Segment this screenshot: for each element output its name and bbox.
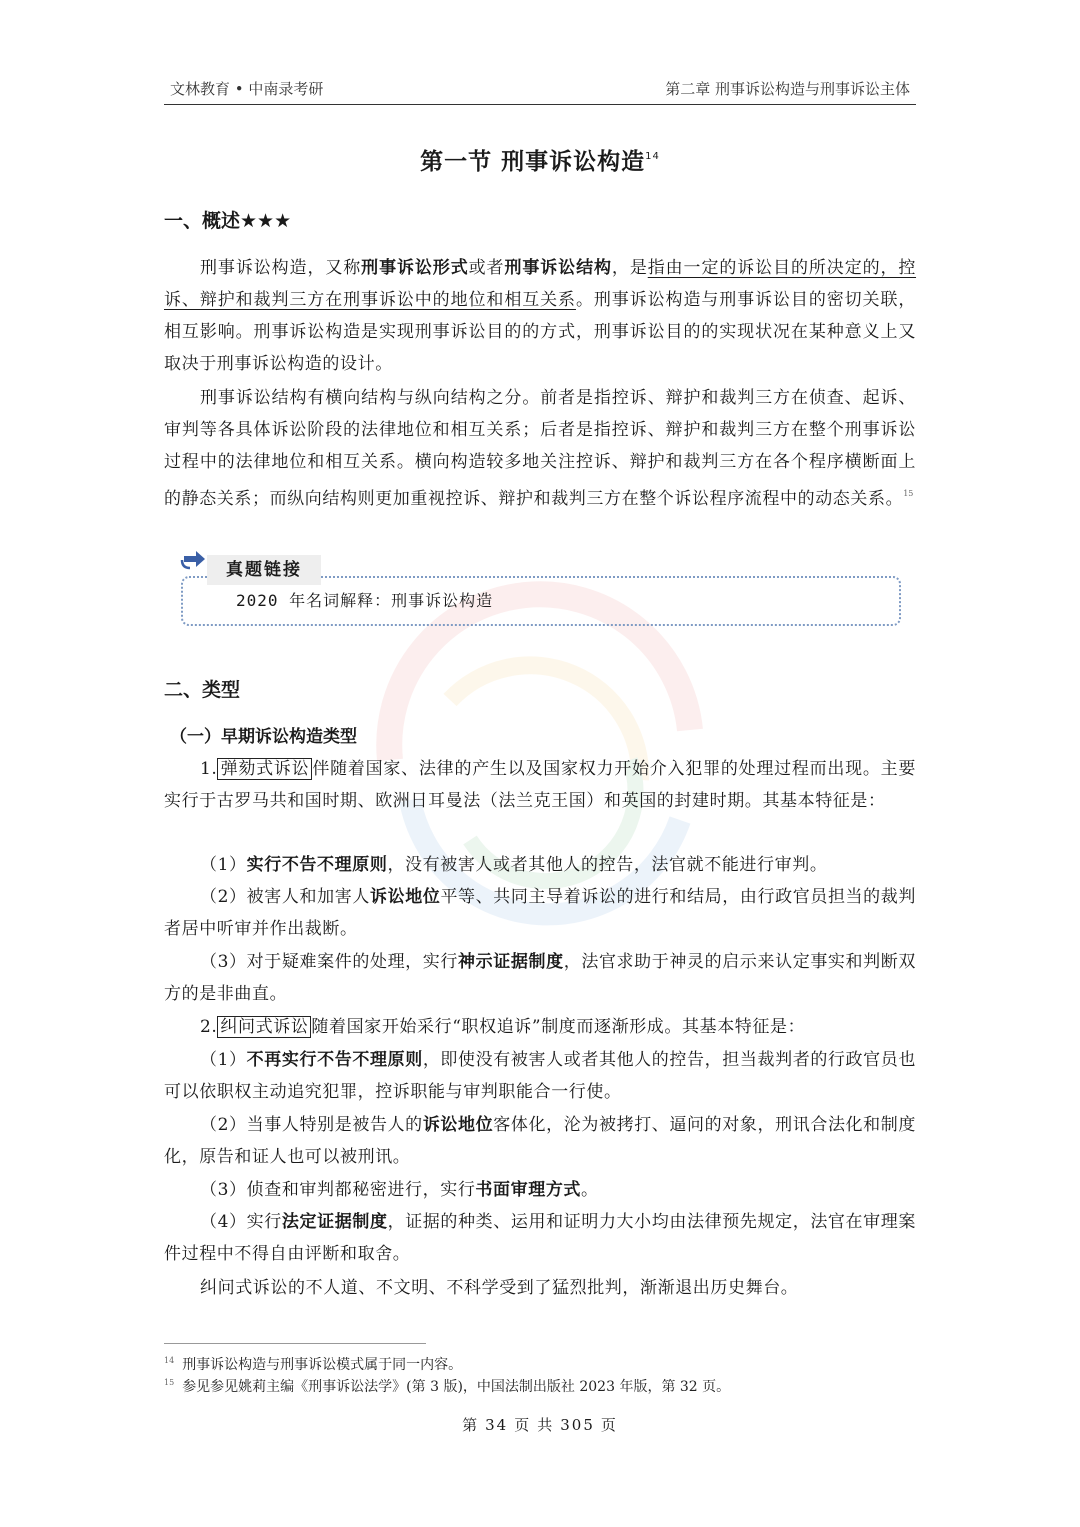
accusatorial-point-2: （2）被害人和加害人诉讼地位平等、共同主导着诉讼的进行和结局，由行政官员担当的裁判者居中听审并作出裁断。 xyxy=(164,887,917,939)
inquisitorial-point-3: （3）侦查和审判都秘密进行，实行书面审理方式。 xyxy=(200,1180,599,1200)
term-inquisitorial: 纠问式诉讼 xyxy=(217,1016,311,1038)
page-header xyxy=(164,74,916,105)
inquisitorial-point-2: （2）当事人特别是被告人的诉讼地位客体化，沦为被拷打、逼问的对象，刑讯合法化和制度化，原告和证人也可以被刑讯。 xyxy=(164,1115,917,1167)
accusatorial-point-1: （1）实行不告不理原则，没有被害人或者其他人的控告，法官就不能进行审判。 xyxy=(200,855,828,875)
footnote-ref-14: 14 xyxy=(645,151,660,162)
heading-types: 二、类型 xyxy=(164,679,241,701)
inquisitorial-point-4: （4）实行法定证据制度，证据的种类、运用和证明力大小均由法律预先规定，法官在审理案件过程中不得自由评断和取舍。 xyxy=(164,1212,916,1264)
paragraph-structure: 刑事诉讼结构有横向结构与纵向结构之分。前者是指控诉、辩护和裁判三方在侦查、起诉、审判等各具体诉讼阶段的法律地位和相互关系；后者是指控诉、辩护和裁判三方在整个刑事诉讼过程中的法律地位和相互关系。横向构造较多地关注控诉、辩护和裁判三方在各个程序横断面上的静态关系；而纵向结构则更加重视控诉、辩护和裁判三方在整个诉讼程序流程中的动态关系。$^{15}$ xyxy=(164,388,916,509)
exam-link-text: 2020 年名词解释：刑事诉讼构造 xyxy=(236,591,494,610)
accusatorial-point-3: （3）对于疑难案件的处理，实行神示证据制度，法官求助于神灵的启示来认定事实和判断双方的是非曲直。 xyxy=(164,952,916,1004)
exam-link-tag: 真题链接 xyxy=(207,555,321,585)
footnote-divider xyxy=(164,1343,426,1344)
heading-overview: 一、概述★★★ xyxy=(164,210,292,232)
footnote-14: $^{14}$ 刑事诉讼构造与刑事诉讼模式属于同一内容。 xyxy=(164,1356,463,1373)
header-chapter: 第二章 刑事诉讼构造与刑事诉讼主体 xyxy=(665,80,910,98)
term-accusatorial: 弹劾式诉讼 xyxy=(217,758,312,780)
header-publisher: 文林教育 • 中南录考研 xyxy=(170,80,324,98)
subheading-early-types: （一）早期诉讼构造类型 xyxy=(170,727,357,747)
item-inquisitorial: 2. 纠问式诉讼 随着国家开始采行“职权追诉”制度而逐渐形成。其基本特征是： xyxy=(200,1017,806,1037)
link-arrow-icon xyxy=(180,548,208,572)
section-title: 第一节 刑事诉讼构造$^{14}$ xyxy=(420,149,660,175)
inquisitorial-point-1: （1）不再实行不告不理原则，即使没有被害人或者其他人的控告，担当裁判者的行政官员也可以依职权主动追究犯罪，控诉职能与审判职能合一行使。 xyxy=(164,1050,916,1102)
paragraph-definition: 刑事诉讼构造，又称刑事诉讼形式或者刑事诉讼结构，是指由一定的诉讼目的所决定的，控诉、辩护和裁判三方在刑事诉讼中的地位和相互关系。刑事诉讼构造与刑事诉讼目的密切关联，相互影响。刑事诉讼构造是实现刑事诉讼目的的方式，刑事诉讼目的的实现状况在某种意义上又取决于刑事诉讼构造的设计。 xyxy=(164,258,917,374)
item-accusatorial: 1. 弹劾式诉讼 伴随着国家、法律的产生以及国家权力开始介入犯罪的处理过程而出现。主要实行于古罗马共和国时期、欧洲日耳曼法（法兰克王国）和英国的封建时期。其基本特征是： xyxy=(164,759,916,811)
footnote-ref-15: 15 xyxy=(903,489,914,498)
underlined-definition: 指由一定的诉讼目的所决定的，控诉、辩护和裁判三方在刑事诉讼中的地位和相互关系 xyxy=(164,258,917,310)
paragraph-closing: 纠问式诉讼的不人道、不文明、不科学受到了猛烈批判，渐渐退出历史舞台。 xyxy=(200,1278,799,1298)
page-number: 第 34 页 共 305 页 xyxy=(462,1416,618,1434)
footnote-15: $^{15}$ 参见参见姚莉主编《刑事诉讼法学》(第 3 版)，中国法制出版社 2023 年版，第 32 页。 xyxy=(164,1378,731,1395)
